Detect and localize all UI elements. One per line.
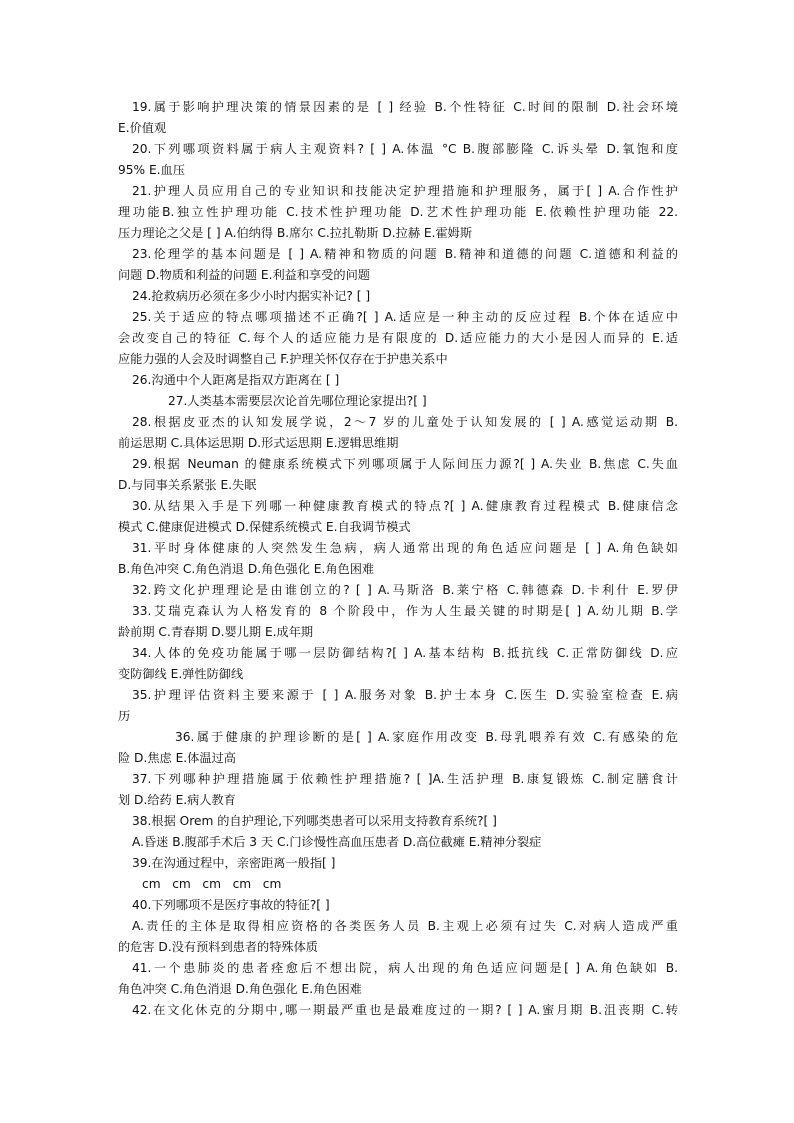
- text-line: 35.护理评估资料主要来源于 [ ] A.服务对象 B.护士本身 C.医生 D.实验室检查 E.病: [132, 688, 678, 702]
- text-line: 41.一个患肺炎的患者痊愈后不想出院，病人出现的角色适应问题是[ ] A.角色缺如 B.: [132, 961, 678, 975]
- text-line: 问题 D.物质和利益的问题 E.利益和享受的问题: [118, 268, 370, 282]
- text-line: 38.根据 Orem 的自护理论,下列哪类患者可以采用支持教育系统?[ ]: [132, 814, 497, 828]
- text-line: 角色冲突 C.角色消退 D.角色强化 E.角色困难: [118, 982, 362, 996]
- text-line: 25.关于适应的特点哪项描述不正确?[ ] A.适应是一种主动的反应过程 B.个体在适应中: [132, 310, 678, 324]
- text-line: 应能力强的人会及时调整自己 F.护理关怀仅存在于护患关系中: [118, 352, 448, 366]
- text-line: E.价值观: [118, 121, 167, 135]
- text-line: A.责任的主体是取得相应资格的各类医务人员 B.主观上必须有过失 C.对病人造成严重: [132, 919, 678, 933]
- text-line: 36.属于健康的护理诊断的是[ ] A.家庭作用改变 B.母乳喂养有效 C.有感染的危: [175, 730, 678, 744]
- text-line: 23.伦理学的基本问题是 [ ] A.精神和物质的问题 B.精神和道德的问题 C.道德和利益的: [132, 247, 678, 261]
- text-line: 压力理论之父是 [ ] A.伯纳得 B.席尔 C.拉扎勒斯 D.拉赫 E.霍姆斯: [118, 226, 473, 240]
- text-line: cm cm cm cm cm: [142, 877, 282, 891]
- text-line: D.与同事关系紧张 E.失眠: [118, 478, 257, 492]
- text-line: A.昏迷 B.腹部手术后 3 天 C.门诊慢性高血压患者 D.高位截瘫 E.精神分裂症: [132, 835, 542, 849]
- text-line: 37.下列哪种护理措施属于依赖性护理措施? [ ]A.生活护理 B.康复锻炼 C.制定膳食计: [132, 772, 678, 786]
- text-line: 30.从结果入手是下列哪一种健康教育模式的特点?[ ] A.健康教育过程模式 B.健康信念: [132, 499, 678, 513]
- text-line: 40.下列哪项不是医疗事故的特征?[ ]: [132, 898, 330, 912]
- text-line: 模式 C.健康促进模式 D.保健系统模式 E.自我调节模式: [118, 520, 411, 534]
- text-line: 29.根据 Neuman 的健康系统模式下列哪项属于人际间压力源?[ ] A.失业 B.焦虑 C.失血: [132, 457, 678, 471]
- text-line: 26.沟通中个人距离是指双方距离在 [ ]: [132, 373, 340, 387]
- text-line: 险 D.焦虑 E.体温过高: [118, 751, 236, 765]
- text-line: 32.跨文化护理理论是由谁创立的? [ ] A.马斯洛 B.莱宁格 C.韩德森 D.卡利什 E.罗伊: [132, 583, 678, 597]
- text-line: 39.在沟通过程中，亲密距离一般指[ ]: [132, 856, 336, 870]
- text-line: B.角色冲突 C.角色消退 D.角色强化 E.角色困难: [118, 562, 375, 576]
- text-line: 理功能B.独立性护理功能 C.技术性护理功能 D.艺术性护理功能 E.依赖性护理功能 22.: [118, 205, 678, 219]
- text-line: 34.人体的免疫功能属于哪一层防御结构?[ ] A.基本结构 B.抵抗线 C.正常防御线 D.应: [132, 646, 678, 660]
- text-line: 变防御线 E.弹性防御线: [118, 667, 244, 681]
- text-line: 24.抢救病历必须在多少小时内据实补记? [ ]: [132, 289, 371, 303]
- text-line: 95% E.血压: [118, 163, 185, 177]
- text-line: 28.根据皮亚杰的认知发展学说，2～7 岁的儿童处于认知发展的 [ ] A.感觉运动期 B.: [132, 415, 678, 429]
- text-line: 龄前期 C.青春期 D.婴儿期 E.成年期: [118, 625, 314, 639]
- text-line: 划 D.给药 E.病人教育: [118, 793, 236, 807]
- text-line: 历: [118, 709, 131, 723]
- text-line: 21.护理人员应用自己的专业知识和技能决定护理措施和护理服务，属于[ ] A.合作性护: [132, 184, 678, 198]
- text-line: 31.平时身体健康的人突然发生急病，病人通常出现的角色适应问题是 [ ] A.角色缺如: [132, 541, 678, 555]
- text-line: 前运思期 C.具体运思期 D.形式运思期 E.逻辑思维期: [118, 436, 399, 450]
- text-line: 19.属于影响护理决策的情景因素的是 [ ] 经验 B.个性特征 C.时间的限制 D.社会环境: [132, 100, 678, 114]
- text-line: 会改变自己的特征 C.每个人的适应能力是有限度的 D.适应能力的大小是因人而异的 E.适: [118, 331, 678, 345]
- text-line: 27.人类基本需要层次论首先哪位理论家提出?[ ]: [168, 394, 427, 408]
- text-line: 的危害 D.没有预料到患者的特殊体质: [118, 940, 318, 954]
- text-line: 42.在文化休克的分期中,哪一期最严重也是最难度过的一期? [ ] A.蜜月期 B.沮丧期 C.转: [132, 1003, 678, 1017]
- text-line: 33.艾瑞克森认为人格发育的 8 个阶段中，作为人生最关键的时期是[ ] A.幼儿期 B.学: [132, 604, 678, 618]
- text-line: 20.下列哪项资料属于病人主观资料? [ ] A.体温 °C B.腹部膨隆 C.诉头晕 D.氧饱和度: [132, 142, 678, 156]
